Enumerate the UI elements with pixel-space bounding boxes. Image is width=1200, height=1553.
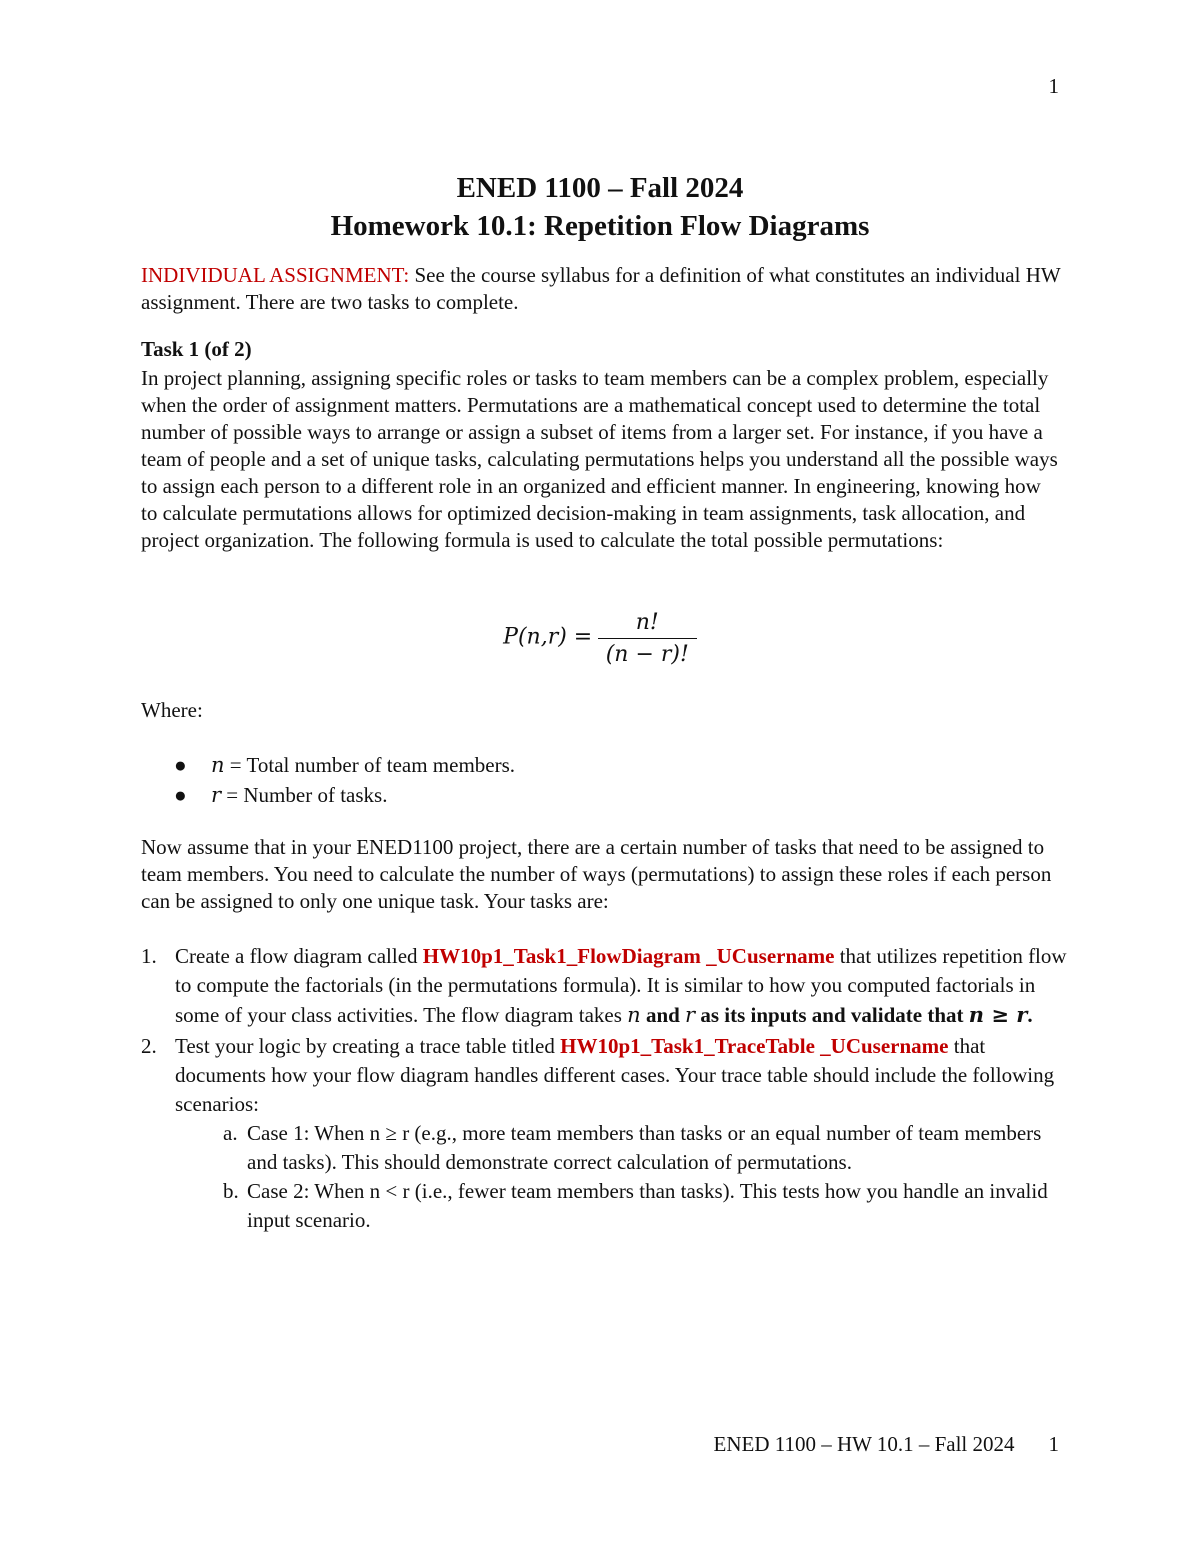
flow-diagram-filename: HW10p1_Task1_FlowDiagram _UCusername: [422, 944, 835, 968]
footer-text: ENED 1100 – HW 10.1 – Fall 2024: [713, 1432, 1015, 1456]
formula-denominator: (n − r)!: [605, 642, 689, 667]
case-text: Case 1: When n ≥ r (e.g., more team members than tasks or an equal number of team members and tasks). This should demonstrate correct calculation of permutations.: [247, 1121, 1042, 1174]
page-number-top: 1: [1048, 74, 1059, 98]
footer-page-number: 1: [1048, 1432, 1059, 1456]
permutation-formula: [0, 610, 1200, 667]
scenario-paragraph: Now assume that in your ENED1100 project, there are a certain number of tasks that need to be assigned to team members. You need to calculate the number of ways (permutations) to assign these roles if each person can be assigned to only one unique task. Your tasks are:: [141, 835, 1052, 913]
step-text: Create a flow diagram called: [175, 944, 423, 968]
step-text: and: [640, 1003, 686, 1027]
document-subtitle: Homework 10.1: Repetition Flow Diagrams: [330, 210, 870, 242]
definition-text: = Number of tasks.: [221, 783, 388, 807]
definition-item: [141, 750, 1041, 780]
step-text: that utilizes repetition flow to compute the factorials (in the permutations formula). It is similar to how you computed factorials in some of your class activities. The flow diagram takes: [175, 944, 1067, 1027]
step-number: 2.: [141, 1034, 157, 1058]
bullet-icon: ●: [174, 783, 187, 807]
definition-symbol: r: [211, 783, 222, 807]
step-item: [141, 942, 1071, 1030]
step-item: [141, 1032, 1071, 1235]
definition-list: [141, 750, 1041, 810]
definition-symbol: n: [211, 753, 225, 777]
math-symbol: n: [627, 1003, 641, 1027]
assignment-type-label: INDIVIDUAL ASSIGNMENT:: [141, 263, 410, 287]
definition-item: [141, 780, 1041, 810]
step-text: Test your logic by creating a trace table titled: [175, 1034, 561, 1058]
task1-paragraph: In project planning, assigning specific roles or tasks to team members can be a complex problem, especially when the order of assignment matters. Permutations are a mathematical concept used to determine the total number of possible ways to arrange or assign a subset of items from a larger set. For instance, if you have a team of people and a set of unique tasks, calculating permutations helps you understand all the possible ways to assign each person to a different role in an organized and efficient manner. In engineering, knowing how to calculate permutations allows for optimized decision-making in team assignments, task allocation, and project organization. The following formula is used to calculate the total possible permutations:: [141, 366, 1058, 552]
step-text: as its inputs and validate that: [695, 1003, 969, 1027]
math-symbol: r: [685, 1003, 696, 1027]
task-steps-list: [141, 942, 1071, 1237]
page-footer: [714, 1432, 1059, 1457]
document-title: ENED 1100 – Fall 2024: [456, 172, 744, 204]
math-condition: n ≥ r: [968, 1002, 1028, 1027]
intro-paragraph: [141, 262, 1061, 316]
definition-text: = Total number of team members.: [224, 753, 516, 777]
bullet-icon: ●: [174, 753, 187, 777]
case-letter: b.: [223, 1179, 239, 1203]
formula-lhs: P(n,r) =: [503, 624, 593, 650]
intro-text: See the course syllabus for a definition of what constitutes an individual HW assignment. There are two tasks to complete.: [141, 263, 1061, 314]
case-item: [175, 1119, 1071, 1177]
step-text: .: [1027, 1003, 1033, 1027]
where-label: Where:: [141, 698, 203, 722]
case-text: Case 2: When n < r (i.e., fewer team members than tasks). This tests how you handle an invalid input scenario.: [247, 1179, 1048, 1232]
formula-fraction: [598, 610, 697, 667]
formula-numerator: n!: [598, 610, 697, 639]
task1-heading: Task 1 (of 2): [141, 337, 252, 361]
case-letter: a.: [223, 1121, 238, 1145]
trace-table-filename: HW10p1_Task1_TraceTable _UCusername: [560, 1034, 949, 1058]
case-item: [175, 1177, 1071, 1235]
step-text: that documents how your flow diagram handles different cases. Your trace table should include the following scenarios:: [175, 1034, 1055, 1116]
step-number: 1.: [141, 944, 157, 968]
